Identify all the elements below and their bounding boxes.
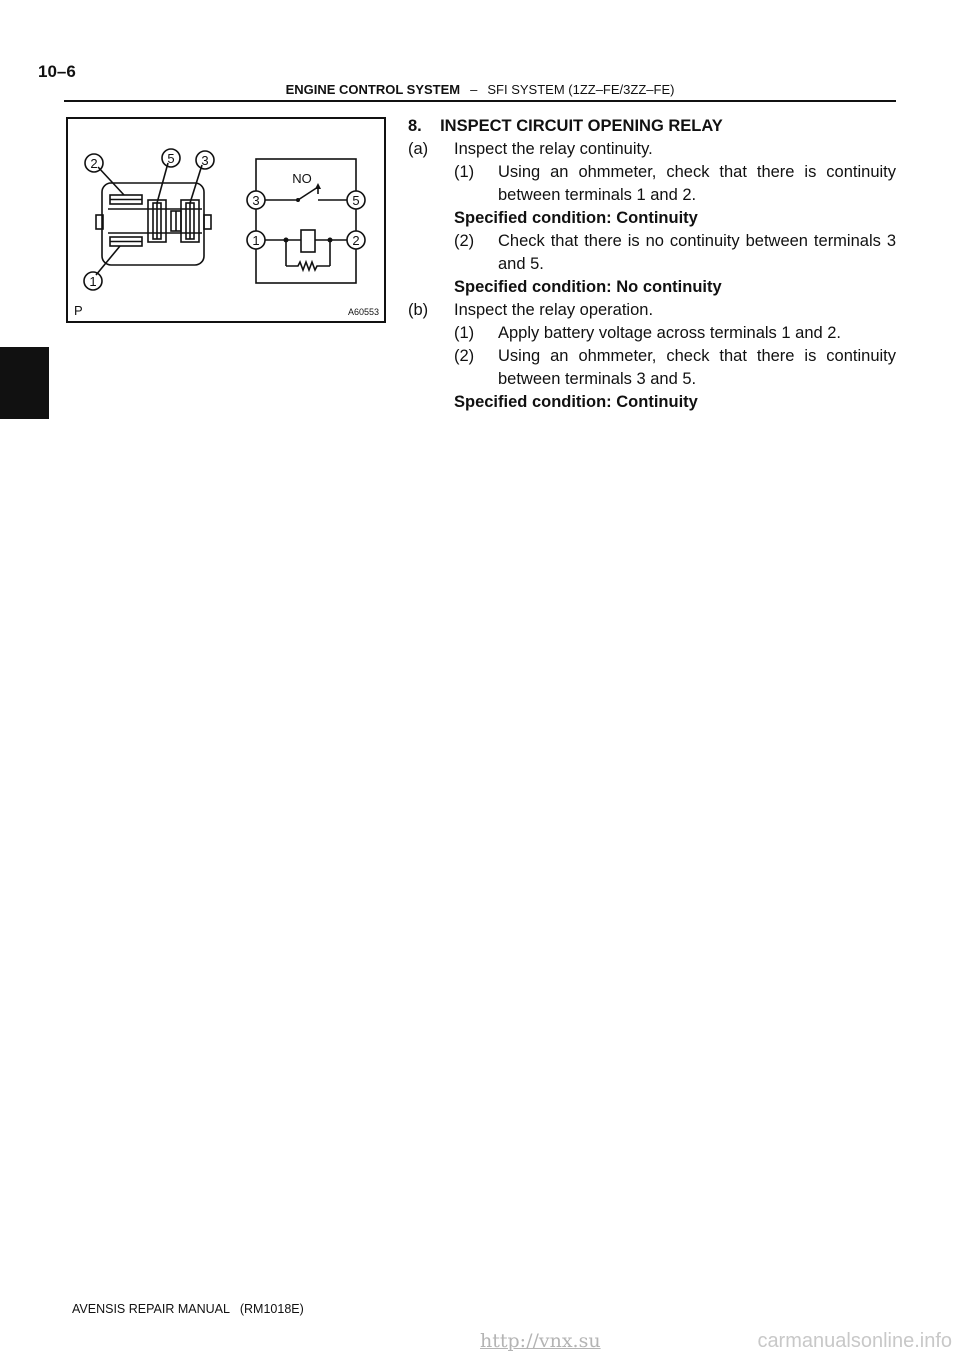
- step-text: Apply battery voltage across terminals 1 and 2.: [498, 324, 842, 342]
- step-label: (2): [454, 347, 475, 365]
- switch-label: NO: [292, 171, 312, 186]
- switch-contact: [298, 187, 318, 200]
- watermark-link[interactable]: http://vnx.su: [480, 1330, 601, 1352]
- header-separator: –: [470, 82, 478, 97]
- step-text: Using an ohmmeter, check that there is continuity between terminals 3 and 5.: [498, 347, 896, 388]
- step-b2: [408, 345, 896, 391]
- terminal-label-5: 5: [167, 151, 175, 166]
- circuit-terminal-3: 3: [252, 193, 260, 208]
- header-subsystem: SFI SYSTEM (1ZZ–FE/3ZZ–FE): [487, 82, 675, 97]
- circuit-terminal-2: 2: [352, 233, 360, 248]
- relay-drawing: [68, 119, 384, 321]
- relay-figure: [66, 117, 386, 323]
- manual-footer: AVENSIS REPAIR MANUAL (RM1018E): [72, 1302, 304, 1316]
- terminal-label-3: 3: [201, 153, 209, 168]
- procedure-text: [408, 115, 896, 414]
- step-a1: [408, 161, 896, 207]
- page-number: 10–6: [38, 62, 76, 81]
- figure-code: A60553: [347, 307, 379, 317]
- header-rule: [64, 100, 896, 102]
- substep-label: (a): [408, 140, 429, 158]
- relay-tab-right: [204, 215, 211, 229]
- substep-a: [408, 138, 896, 161]
- substep-b: [408, 299, 896, 322]
- spec-a1: Specified condition: Continuity: [454, 209, 698, 227]
- step-label: (1): [454, 163, 475, 181]
- substep-label: (b): [408, 301, 429, 319]
- step-label: (2): [454, 232, 475, 250]
- resistor: [286, 262, 330, 270]
- section-tab: [0, 347, 49, 419]
- figure-letter: P: [74, 303, 83, 318]
- procedure-heading: 8. INSPECT CIRCUIT OPENING RELAY: [408, 117, 723, 135]
- brand-watermark: carmanualsonline.info: [757, 1330, 952, 1352]
- step-text: Using an ohmmeter, check that there is continuity between terminals 1 and 2.: [498, 163, 896, 204]
- terminal-label-2: 2: [90, 156, 98, 171]
- substep-text: Inspect the relay continuity.: [454, 140, 653, 158]
- running-header: [64, 82, 896, 97]
- circuit-terminal-1: 1: [252, 233, 260, 248]
- step-a2: [408, 230, 896, 276]
- substep-text: Inspect the relay operation.: [454, 301, 654, 319]
- step-text: Check that there is no continuity between terminals 3 and 5.: [498, 232, 896, 273]
- spec-a2: Specified condition: No continuity: [454, 278, 722, 296]
- header-system: ENGINE CONTROL SYSTEM: [285, 82, 461, 97]
- spec-b2: Specified condition: Continuity: [454, 393, 698, 411]
- terminal-label-1: 1: [89, 274, 97, 289]
- step-b1: [408, 322, 896, 345]
- relay-coil: [301, 230, 315, 252]
- circuit-terminal-5: 5: [352, 193, 360, 208]
- step-label: (1): [454, 324, 475, 342]
